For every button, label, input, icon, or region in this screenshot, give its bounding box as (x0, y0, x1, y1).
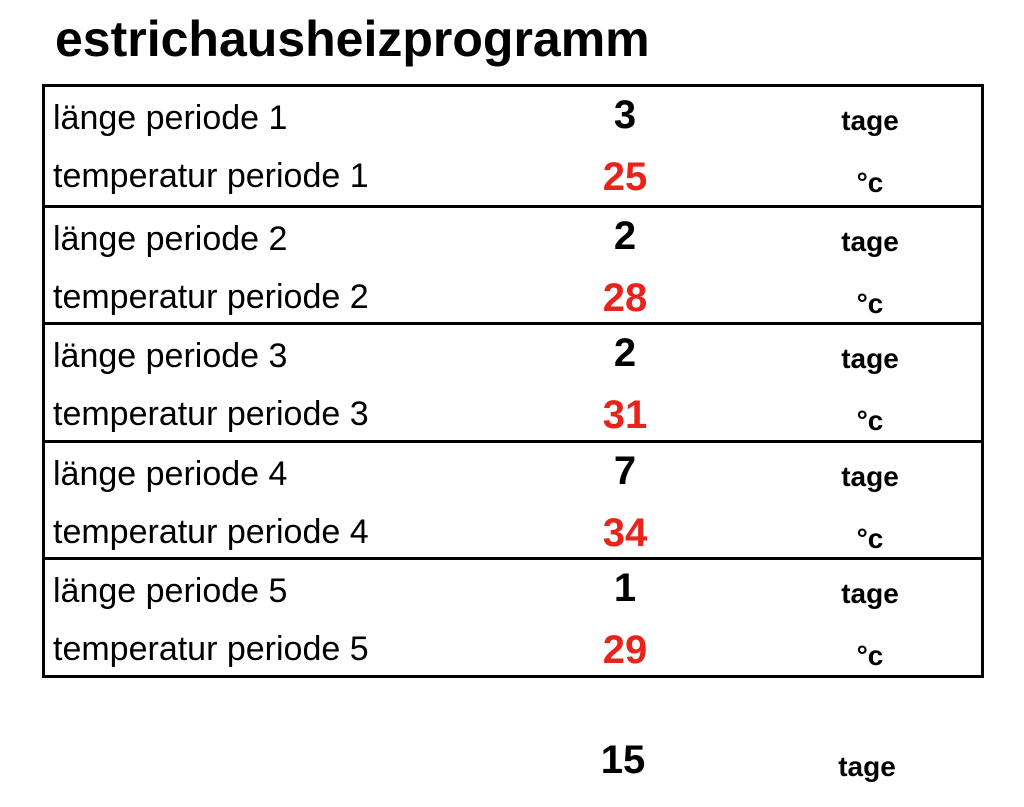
length-value-5: 1 (613, 566, 637, 611)
length-label-5: länge periode 5 (53, 572, 288, 611)
temperature-unit-2: °c (856, 287, 884, 319)
length-row-3 (45, 325, 981, 383)
total-days-unit: tage (838, 751, 896, 782)
temperature-unit-5: °c (856, 640, 884, 672)
length-label-4: länge periode 4 (53, 454, 288, 493)
temperature-unit-1: °c (856, 167, 884, 198)
total-days-value: 15 (600, 738, 646, 782)
temperature-row-3 (45, 383, 981, 441)
length-unit-5: tage (841, 578, 899, 610)
temperature-value-1: 25 (602, 155, 648, 199)
temperature-value-3: 31 (602, 393, 648, 438)
length-row-1 (45, 87, 981, 145)
temperature-row-2 (45, 266, 981, 324)
length-value-2: 2 (613, 213, 637, 258)
length-value-3: 2 (613, 331, 637, 376)
length-unit-2: tage (841, 225, 899, 257)
temperature-unit-4: °c (856, 522, 884, 554)
temperature-row-5 (45, 618, 981, 676)
length-label-1: länge periode 1 (53, 99, 288, 137)
page-title: estrichausheizprogramm (55, 11, 650, 67)
period-block-5 (45, 557, 981, 675)
temperature-label-5: temperatur periode 5 (53, 630, 369, 669)
temperature-value-4: 34 (602, 510, 648, 555)
length-unit-4: tage (841, 460, 899, 492)
period-block-3 (45, 322, 981, 440)
period-block-4 (45, 440, 981, 558)
temperature-row-1 (45, 145, 981, 203)
length-label-3: länge periode 3 (53, 337, 288, 376)
temperature-label-2: temperatur periode 2 (53, 277, 369, 316)
length-row-4 (45, 443, 981, 501)
period-block-1 (45, 87, 981, 205)
temperature-row-4 (45, 501, 981, 559)
length-value-1: 3 (613, 93, 637, 137)
temperature-unit-3: °c (856, 405, 884, 437)
period-block-2 (45, 205, 981, 323)
length-label-2: länge periode 2 (53, 219, 288, 258)
length-row-2 (45, 208, 981, 266)
temperature-label-1: temperatur periode 1 (53, 157, 369, 195)
heating-program-table (42, 84, 984, 678)
length-unit-3: tage (841, 343, 899, 375)
temperature-value-2: 28 (602, 275, 648, 320)
temperature-label-4: temperatur periode 4 (53, 512, 369, 551)
length-row-5 (45, 560, 981, 618)
temperature-label-3: temperatur periode 3 (53, 395, 369, 434)
length-value-4: 7 (613, 448, 637, 493)
length-unit-1: tage (841, 105, 899, 136)
temperature-value-5: 29 (602, 628, 648, 673)
